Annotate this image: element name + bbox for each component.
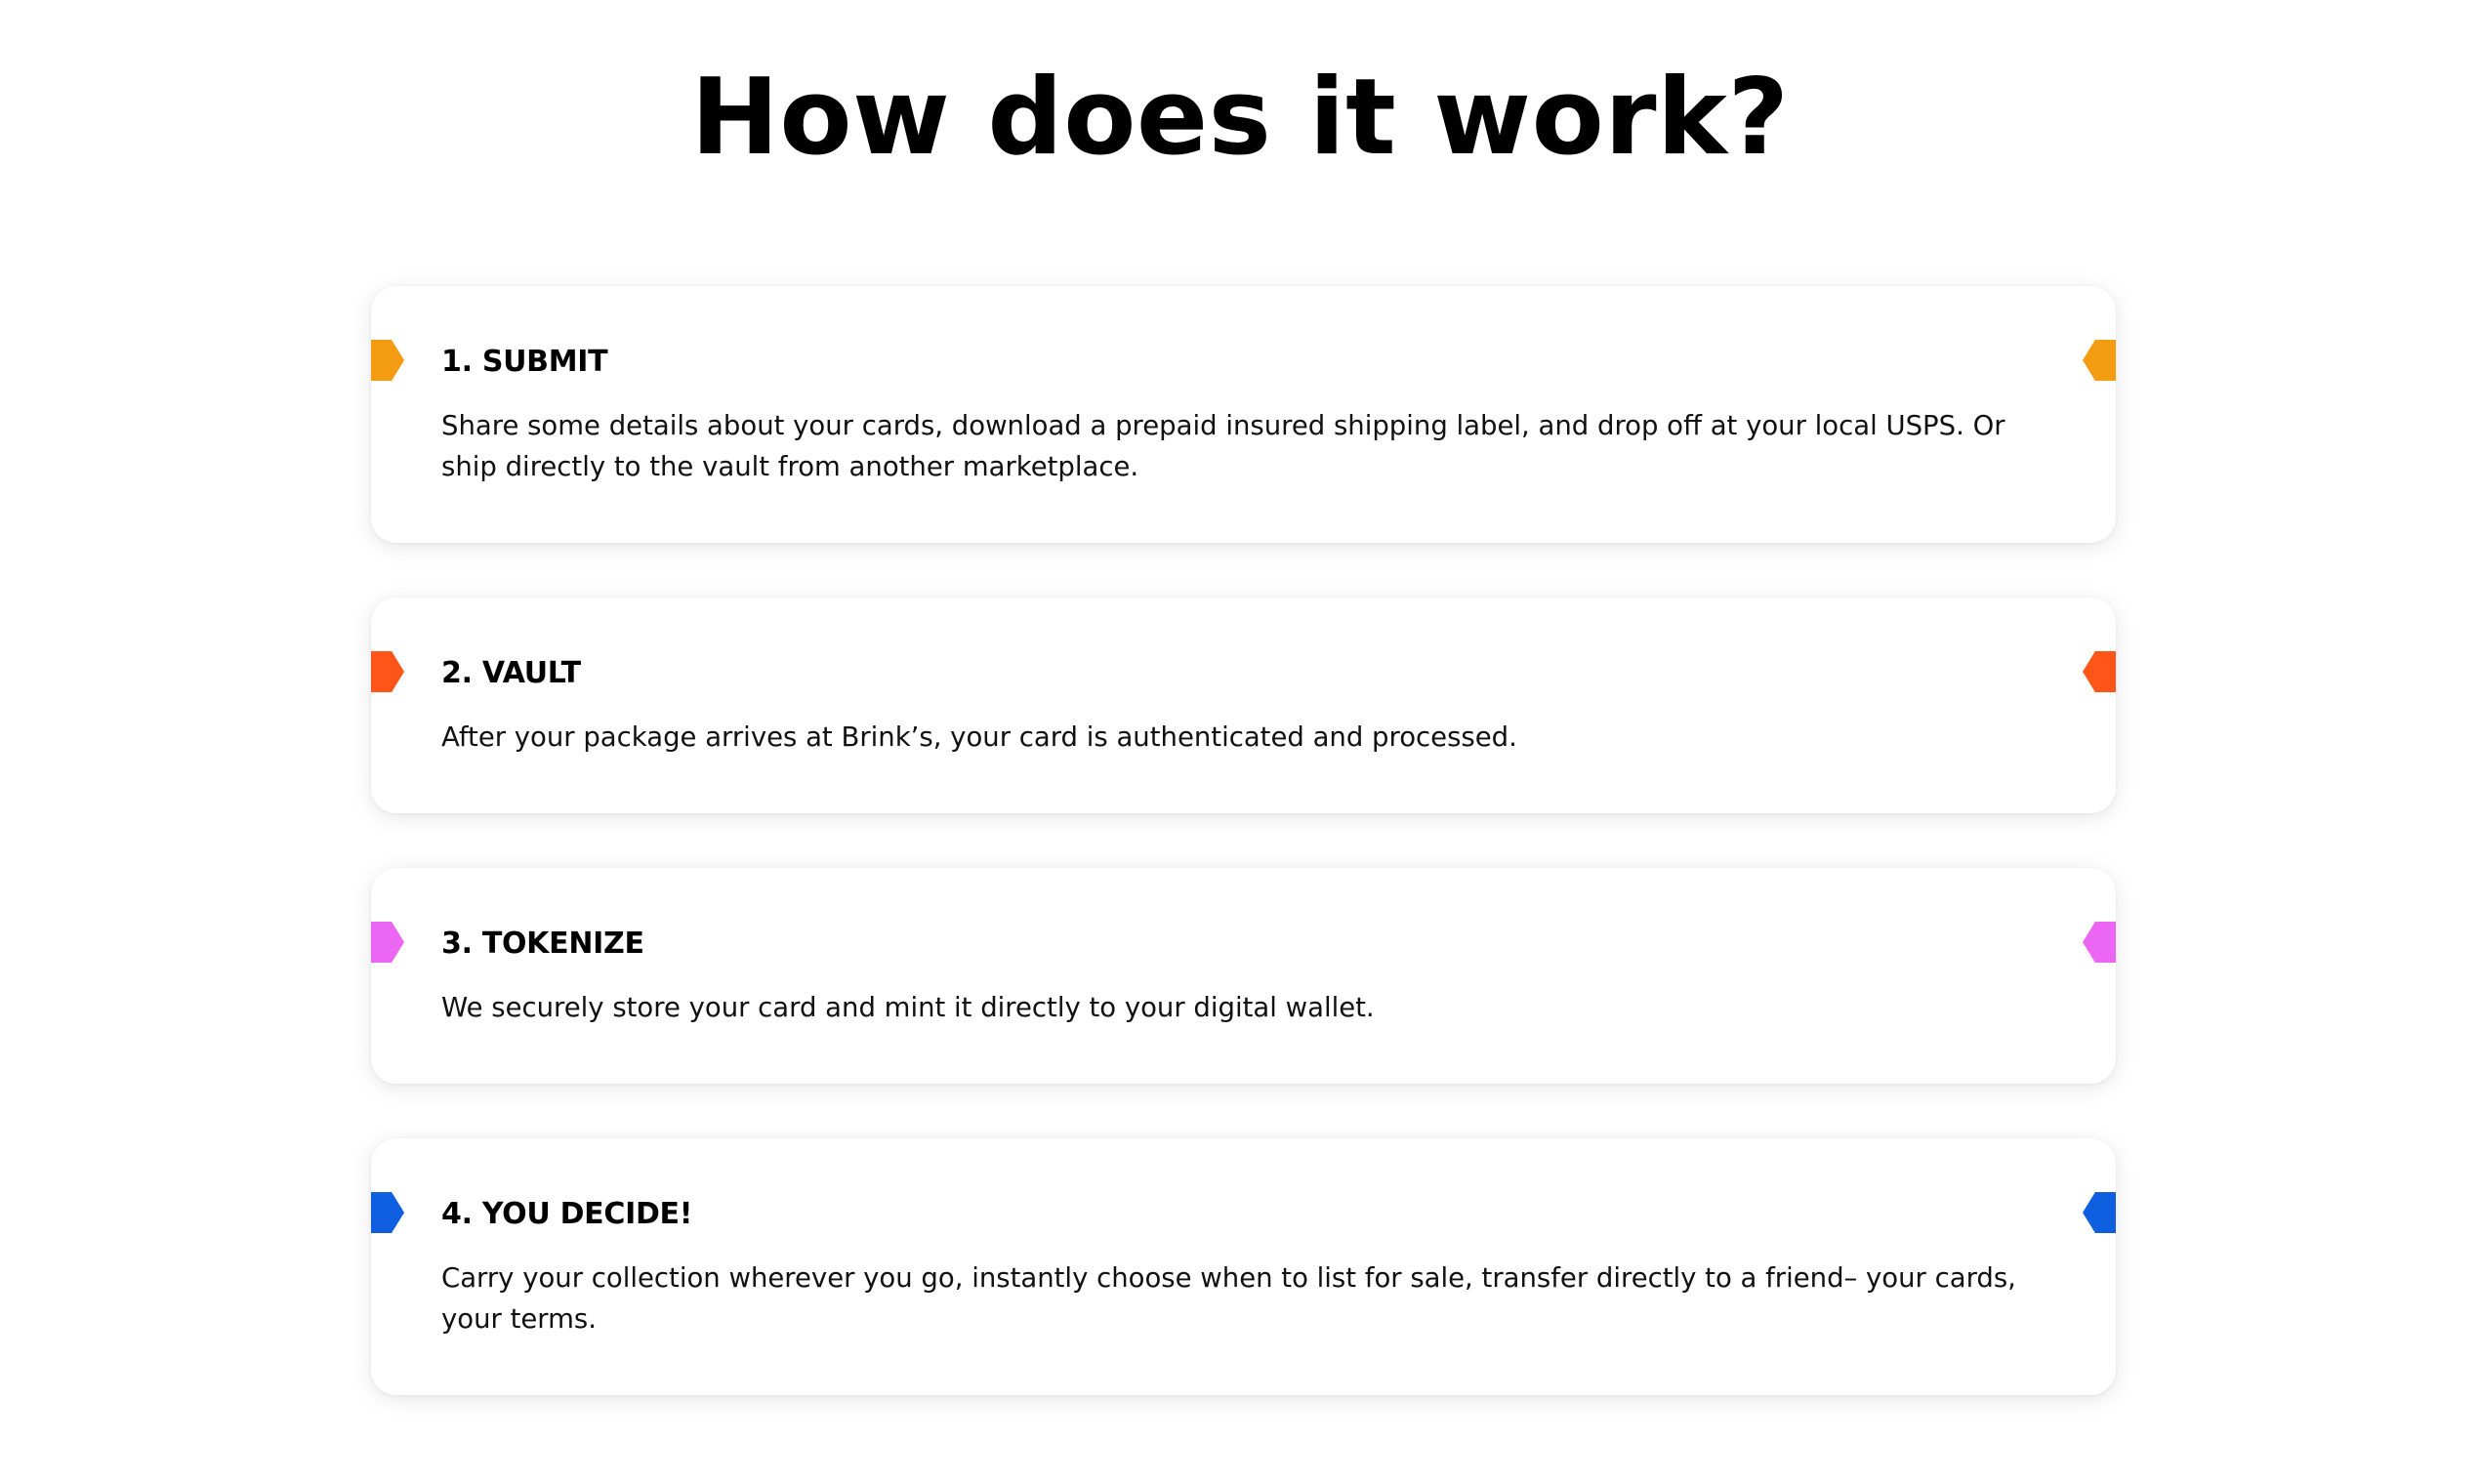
step-card-submit (371, 286, 2116, 543)
step-marker-left-icon (371, 651, 404, 692)
step-description: Carry your collection wherever you go, instantly choose when to list for sale, transfer directly to a friend– your cards, your terms. (441, 1262, 2016, 1335)
step-marker-right-icon (2083, 922, 2116, 963)
step-description: After your package arrives at Brink’s, your card is authenticated and processed. (441, 721, 1517, 753)
step-marker-right-icon (2083, 1192, 2116, 1233)
step-marker-left-icon (371, 340, 404, 381)
step-description: Share some details about your cards, download a prepaid insured shipping label, and drop off at your local USPS. Or ship directly to the vault from another marketplace. (441, 410, 2005, 482)
step-title: 4. YOU DECIDE! (441, 1197, 693, 1231)
step-marker-left-icon (371, 922, 404, 963)
steps-list (371, 286, 2116, 1395)
step-title: 3. TOKENIZE (441, 927, 644, 961)
step-title: 1. SUBMIT (441, 345, 608, 379)
step-description: We securely store your card and mint it directly to your digital wallet. (441, 992, 1375, 1023)
step-marker-right-icon (2083, 651, 2116, 692)
page-title: How does it work? (690, 57, 1790, 179)
step-card-tokenize (371, 868, 2116, 1084)
step-card-vault (371, 598, 2116, 813)
step-title: 2. VAULT (441, 656, 581, 690)
step-marker-right-icon (2083, 340, 2116, 381)
step-card-you-decide (371, 1138, 2116, 1395)
step-marker-left-icon (371, 1192, 404, 1233)
